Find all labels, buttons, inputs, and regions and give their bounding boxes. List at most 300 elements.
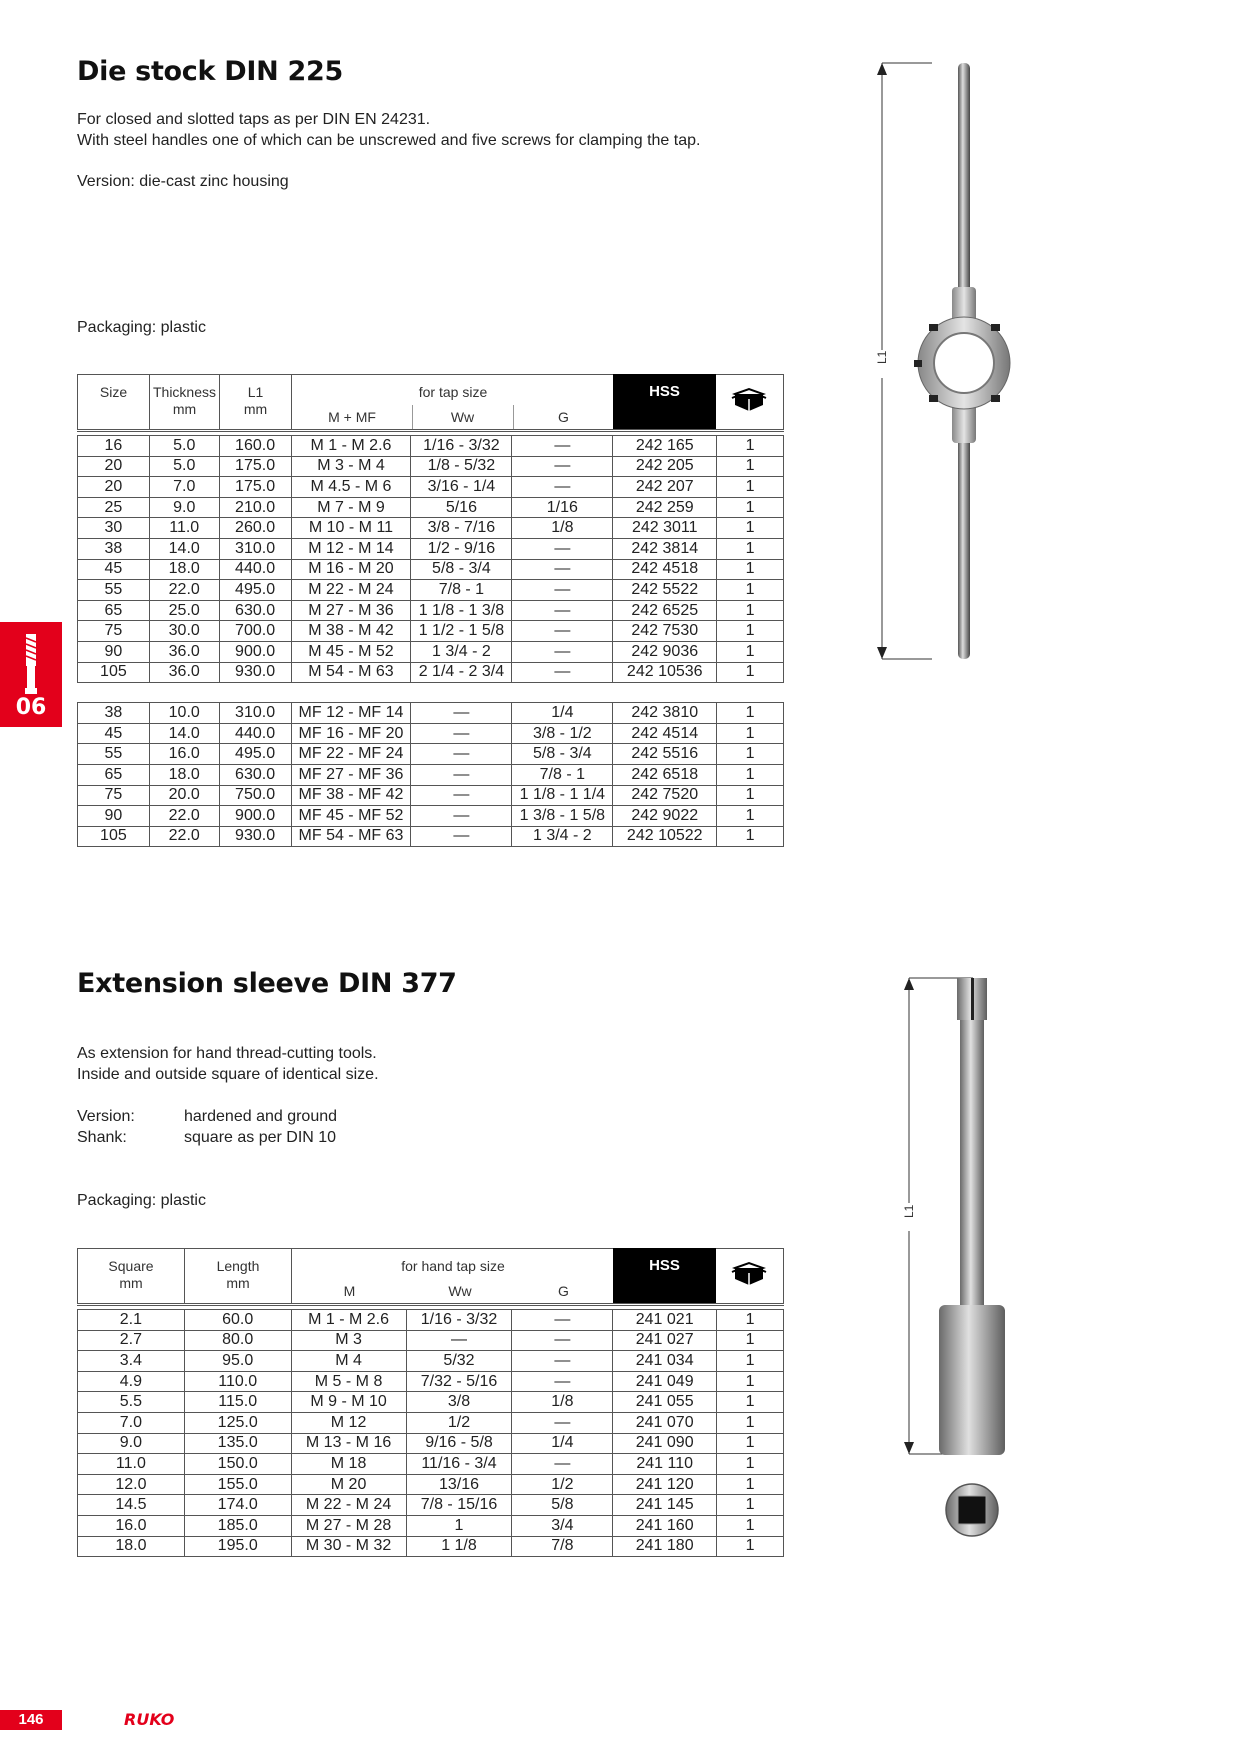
- table-cell: M 38 - M 42: [291, 621, 411, 642]
- table-cell: MF 54 - MF 63: [291, 826, 411, 847]
- table-cell: 1: [717, 1515, 784, 1536]
- table-cell: —: [512, 1330, 613, 1351]
- table-cell: 45: [78, 559, 150, 580]
- table-cell: —: [512, 1371, 613, 1392]
- table-cell: 20.0: [149, 785, 219, 806]
- table-cell: 36.0: [149, 662, 219, 683]
- table-cell: M 1 - M 2.6: [291, 1310, 406, 1331]
- table-cell: 1 1/8 - 1 3/8: [411, 600, 512, 621]
- table-row: [78, 764, 784, 785]
- table-cell: MF 16 - MF 20: [291, 723, 411, 744]
- table-cell: 185.0: [184, 1515, 291, 1536]
- table-cell: 241 021: [613, 1310, 717, 1331]
- table-cell: 55: [78, 744, 150, 765]
- die-stock-desc-1: For closed and slotted taps as per DIN EN 24231.: [77, 111, 431, 128]
- die-stock-packaging: Packaging: plastic: [77, 319, 206, 336]
- table-row: [78, 436, 784, 457]
- table-cell: 65: [78, 764, 150, 785]
- table-cell: 1: [717, 580, 784, 601]
- table-cell: 135.0: [184, 1433, 291, 1454]
- table-row: [78, 703, 784, 724]
- table-cell: —: [512, 538, 613, 559]
- table-cell: 241 090: [613, 1433, 717, 1454]
- m2-subheader-cell: [292, 1279, 407, 1304]
- die-stock-l1-label: L1: [875, 350, 889, 364]
- table-cell: 16: [78, 436, 150, 457]
- extension-shank-value: square as per DIN 10: [184, 1129, 337, 1146]
- table-cell: —: [512, 559, 613, 580]
- table-cell: 241 145: [613, 1495, 717, 1516]
- open-box-icon: [731, 385, 767, 415]
- table-cell: 241 180: [613, 1536, 717, 1557]
- table-cell: —: [411, 806, 512, 827]
- table-cell: M 5 - M 8: [291, 1371, 406, 1392]
- table-cell: —: [512, 600, 613, 621]
- table-cell: 242 5522: [613, 580, 717, 601]
- table-cell: 2.1: [78, 1310, 185, 1331]
- table-cell: 30.0: [149, 621, 219, 642]
- table-cell: 80.0: [184, 1330, 291, 1351]
- table-row: [78, 477, 784, 498]
- table-cell: 242 9036: [613, 641, 717, 662]
- table-cell: M 10 - M 11: [291, 518, 411, 539]
- col-tap-size-group: [292, 375, 614, 429]
- table-cell: 750.0: [219, 785, 291, 806]
- table-cell: 7/8 - 1: [411, 580, 512, 601]
- tap-tool-icon: [0, 626, 62, 696]
- table-cell: 242 207: [613, 477, 717, 498]
- extension-desc-1: As extension for hand thread-cutting tools.: [77, 1045, 377, 1062]
- table-cell: —: [512, 477, 613, 498]
- table-gap: [78, 683, 784, 703]
- table-cell: 1: [717, 497, 784, 518]
- size-header: Size: [99, 384, 128, 400]
- table-cell: 95.0: [184, 1351, 291, 1372]
- table-cell: 5/8 - 3/4: [411, 559, 512, 580]
- table-row: [78, 723, 784, 744]
- extension-version-label: Version:: [77, 1108, 135, 1125]
- table-cell: 18.0: [149, 764, 219, 785]
- table-cell: M 27 - M 36: [291, 600, 411, 621]
- die-stock-table: [77, 435, 784, 847]
- col-hand-tap-group: [292, 1249, 614, 1303]
- header-double-rule: [77, 429, 784, 432]
- table-cell: 900.0: [219, 806, 291, 827]
- table-cell: MF 38 - MF 42: [291, 785, 411, 806]
- table-cell: 1: [717, 1495, 784, 1516]
- table-cell: 7/8: [512, 1536, 613, 1557]
- table-cell: 7/8 - 1: [512, 764, 613, 785]
- table-row: [78, 662, 784, 683]
- table-row: [78, 538, 784, 559]
- table-cell: 20: [78, 456, 150, 477]
- table-cell: 242 4514: [613, 723, 717, 744]
- table-cell: 16.0: [149, 744, 219, 765]
- table-cell: 260.0: [219, 518, 291, 539]
- l1-unit: mm: [243, 401, 268, 417]
- table-cell: 36.0: [149, 641, 219, 662]
- table-cell: 900.0: [219, 641, 291, 662]
- table-cell: —: [512, 436, 613, 457]
- extension-packaging: Packaging: plastic: [77, 1192, 206, 1209]
- thickness-header: Thickness: [152, 384, 217, 400]
- table-cell: 20: [78, 477, 150, 498]
- table-row: [78, 1536, 784, 1557]
- table-cell: 1: [717, 1371, 784, 1392]
- ww2-subheader-cell: [407, 1279, 513, 1304]
- table-cell: M 45 - M 52: [291, 641, 411, 662]
- chapter-tab[interactable]: [0, 622, 62, 727]
- table-cell: 22.0: [149, 826, 219, 847]
- table-cell: 1/4: [512, 1433, 613, 1454]
- table-cell: 241 110: [613, 1454, 717, 1475]
- table-cell: 1: [717, 662, 784, 683]
- length-header: Length: [216, 1258, 260, 1274]
- table-cell: 7.0: [78, 1412, 185, 1433]
- table-cell: 90: [78, 806, 150, 827]
- table-cell: 1: [717, 1454, 784, 1475]
- hss-header: HSS: [613, 374, 716, 429]
- table-cell: —: [406, 1330, 512, 1351]
- table-cell: 1: [717, 436, 784, 457]
- table-cell: M 12 - M 14: [291, 538, 411, 559]
- table-cell: —: [512, 662, 613, 683]
- table-row: [78, 806, 784, 827]
- table-cell: 1: [717, 477, 784, 498]
- table-cell: 1: [717, 826, 784, 847]
- g-subheader-cell: [513, 405, 614, 430]
- table-cell: M 9 - M 10: [291, 1392, 406, 1413]
- table-cell: —: [512, 1351, 613, 1372]
- table-cell: 5/32: [406, 1351, 512, 1372]
- table-cell: M 20: [291, 1474, 406, 1495]
- table-cell: MF 12 - MF 14: [291, 703, 411, 724]
- table-row: [78, 785, 784, 806]
- table-cell: 3/4: [512, 1515, 613, 1536]
- table-cell: 495.0: [219, 744, 291, 765]
- table-cell: M 7 - M 9: [291, 497, 411, 518]
- square-header: Square: [108, 1258, 154, 1274]
- brand-logo: RUKO: [124, 1710, 175, 1729]
- table-cell: 105: [78, 662, 150, 683]
- table-cell: 75: [78, 621, 150, 642]
- table-row: [78, 1310, 784, 1331]
- table-cell: 241 120: [613, 1474, 717, 1495]
- table-cell: 5.5: [78, 1392, 185, 1413]
- table-cell: M 3 - M 4: [291, 456, 411, 477]
- table-cell: —: [411, 764, 512, 785]
- table-cell: M 1 - M 2.6: [291, 436, 411, 457]
- table-cell: 65: [78, 600, 150, 621]
- table-cell: 440.0: [219, 723, 291, 744]
- table-cell: 3/16 - 1/4: [411, 477, 512, 498]
- table-cell: 242 10536: [613, 662, 717, 683]
- hss-header-2: HSS: [613, 1248, 716, 1303]
- table-row: [78, 1371, 784, 1392]
- table-cell: 11.0: [149, 518, 219, 539]
- table-cell: M 22 - M 24: [291, 580, 411, 601]
- table-cell: —: [512, 621, 613, 642]
- m-subheader-cell: [292, 405, 413, 430]
- col-thickness: [150, 375, 220, 429]
- l1-header: L1: [247, 384, 264, 400]
- g2-subheader-cell: [513, 1279, 614, 1304]
- chapter-number: 06: [15, 695, 47, 720]
- table-cell: 1: [717, 1433, 784, 1454]
- table-cell: 22.0: [149, 580, 219, 601]
- table-row: [78, 1474, 784, 1495]
- hand-tap-header: for hand tap size: [401, 1258, 505, 1274]
- table-cell: 310.0: [219, 703, 291, 724]
- table-cell: 1: [717, 641, 784, 662]
- table-cell: 18.0: [78, 1536, 185, 1557]
- table-cell: 5.0: [149, 456, 219, 477]
- table-cell: 9/16 - 5/8: [406, 1433, 512, 1454]
- table-cell: 1: [717, 806, 784, 827]
- table-cell: 9.0: [149, 497, 219, 518]
- table-cell: 1/4: [512, 703, 613, 724]
- table-cell: 310.0: [219, 538, 291, 559]
- table-cell: 3/8 - 7/16: [411, 518, 512, 539]
- table-cell: 1: [406, 1515, 512, 1536]
- die-stock-desc-2: With steel handles one of which can be unscrewed and five screws for clamping the tap.: [77, 132, 701, 149]
- table-cell: M 4.5 - M 6: [291, 477, 411, 498]
- table-cell: 160.0: [219, 436, 291, 457]
- table-cell: 1: [717, 1536, 784, 1557]
- table-cell: 7/32 - 5/16: [406, 1371, 512, 1392]
- table-cell: 14.5: [78, 1495, 185, 1516]
- table-cell: M 30 - M 32: [291, 1536, 406, 1557]
- gap-cell: [78, 683, 784, 703]
- table-cell: 11.0: [78, 1454, 185, 1475]
- table-cell: 241 055: [613, 1392, 717, 1413]
- table-cell: 1 3/4 - 2: [411, 641, 512, 662]
- extension-shank-label: Shank:: [77, 1129, 127, 1146]
- table-cell: 1 1/8 - 1 1/4: [512, 785, 613, 806]
- table-cell: 1: [717, 518, 784, 539]
- table-cell: 11/16 - 3/4: [406, 1454, 512, 1475]
- table-cell: 12.0: [78, 1474, 185, 1495]
- table-cell: 242 6525: [613, 600, 717, 621]
- table-cell: 1: [717, 1392, 784, 1413]
- table-cell: M 16 - M 20: [291, 559, 411, 580]
- table-cell: M 54 - M 63: [291, 662, 411, 683]
- table-cell: M 13 - M 16: [291, 1433, 406, 1454]
- table-cell: 110.0: [184, 1371, 291, 1392]
- table-cell: 1: [717, 456, 784, 477]
- table-cell: 90: [78, 641, 150, 662]
- table-cell: 2 1/4 - 2 3/4: [411, 662, 512, 683]
- table-cell: 242 9022: [613, 806, 717, 827]
- table-cell: 1: [717, 744, 784, 765]
- table-cell: —: [411, 785, 512, 806]
- table-cell: 242 3814: [613, 538, 717, 559]
- table-cell: MF 45 - MF 52: [291, 806, 411, 827]
- table-cell: 242 6518: [613, 764, 717, 785]
- table-cell: 930.0: [219, 662, 291, 683]
- table-cell: 30: [78, 518, 150, 539]
- table-cell: 7/8 - 15/16: [406, 1495, 512, 1516]
- table-cell: 5/8 - 3/4: [512, 744, 613, 765]
- table-cell: 242 5516: [613, 744, 717, 765]
- table-cell: 16.0: [78, 1515, 185, 1536]
- table-row: [78, 497, 784, 518]
- table-cell: 242 259: [613, 497, 717, 518]
- table-row: [78, 621, 784, 642]
- table-cell: 4.9: [78, 1371, 185, 1392]
- thickness-unit: mm: [172, 401, 197, 417]
- g2-subheader: G: [558, 1283, 569, 1299]
- m2-subheader: M: [343, 1283, 356, 1299]
- table-cell: M 18: [291, 1454, 406, 1475]
- table-row: [78, 1412, 784, 1433]
- table-cell: 175.0: [219, 456, 291, 477]
- table-cell: 1: [717, 621, 784, 642]
- table-cell: MF 22 - MF 24: [291, 744, 411, 765]
- table-cell: 45: [78, 723, 150, 744]
- table-cell: 242 205: [613, 456, 717, 477]
- table-cell: 1: [717, 1412, 784, 1433]
- table-cell: —: [512, 1310, 613, 1331]
- table-cell: 1: [717, 764, 784, 785]
- open-box-icon: [731, 1259, 767, 1289]
- table-cell: —: [512, 580, 613, 601]
- table-cell: 242 7520: [613, 785, 717, 806]
- tap-size-header: for tap size: [418, 384, 488, 400]
- table-cell: 1/8: [512, 518, 613, 539]
- table-cell: 1: [717, 1310, 784, 1331]
- col-size: [78, 375, 150, 429]
- table-row: [78, 1433, 784, 1454]
- table-cell: 5.0: [149, 436, 219, 457]
- table-cell: 105: [78, 826, 150, 847]
- table-cell: 1: [717, 559, 784, 580]
- table-cell: 242 4518: [613, 559, 717, 580]
- table-cell: 242 3011: [613, 518, 717, 539]
- col-square: [78, 1249, 185, 1303]
- table-cell: 440.0: [219, 559, 291, 580]
- table-row: [78, 1495, 784, 1516]
- extension-table: [77, 1309, 784, 1557]
- table-cell: —: [411, 826, 512, 847]
- page-number: 146: [0, 1710, 62, 1730]
- table-row: [78, 641, 784, 662]
- table-cell: 10.0: [149, 703, 219, 724]
- table-cell: 5/8: [512, 1495, 613, 1516]
- table-cell: 5/16: [411, 497, 512, 518]
- table-cell: 1: [717, 1474, 784, 1495]
- table-cell: 1/16: [512, 497, 613, 518]
- table-cell: 241 027: [613, 1330, 717, 1351]
- table-cell: 1: [717, 785, 784, 806]
- table-cell: 1 1/2 - 1 5/8: [411, 621, 512, 642]
- table-cell: 13/16: [406, 1474, 512, 1495]
- table-cell: 25.0: [149, 600, 219, 621]
- table-cell: 7.0: [149, 477, 219, 498]
- table-cell: 241 034: [613, 1351, 717, 1372]
- table-cell: 1/16 - 3/32: [406, 1310, 512, 1331]
- table-cell: 60.0: [184, 1310, 291, 1331]
- table-cell: 1/2: [406, 1412, 512, 1433]
- table-cell: M 27 - M 28: [291, 1515, 406, 1536]
- table-cell: —: [512, 1412, 613, 1433]
- table-cell: 38: [78, 538, 150, 559]
- length-unit: mm: [226, 1275, 250, 1291]
- square-unit: mm: [119, 1275, 143, 1291]
- table-cell: —: [512, 1454, 613, 1475]
- die-stock-title: Die stock DIN 225: [77, 56, 343, 87]
- table-cell: 174.0: [184, 1495, 291, 1516]
- table-cell: MF 27 - MF 36: [291, 764, 411, 785]
- header-double-rule-2: [77, 1303, 784, 1306]
- table-cell: 115.0: [184, 1392, 291, 1413]
- table-cell: 1 3/8 - 1 5/8: [512, 806, 613, 827]
- table-cell: 175.0: [219, 477, 291, 498]
- die-stock-version: Version: die-cast zinc housing: [77, 173, 289, 190]
- table-cell: 195.0: [184, 1536, 291, 1557]
- table-cell: 1/8: [512, 1392, 613, 1413]
- table-row: [78, 456, 784, 477]
- table-cell: 55: [78, 580, 150, 601]
- table-cell: 22.0: [149, 806, 219, 827]
- table-cell: M 22 - M 24: [291, 1495, 406, 1516]
- table-cell: 1 3/4 - 2: [512, 826, 613, 847]
- table-row: [78, 1351, 784, 1372]
- table-row: [78, 600, 784, 621]
- table-cell: 18.0: [149, 559, 219, 580]
- col-l1: [220, 375, 292, 429]
- table-row: [78, 1330, 784, 1351]
- table-cell: 14.0: [149, 723, 219, 744]
- table-cell: 38: [78, 703, 150, 724]
- ww2-subheader: Ww: [448, 1283, 472, 1299]
- table-cell: 930.0: [219, 826, 291, 847]
- table-cell: 242 165: [613, 436, 717, 457]
- extension-sleeve-drawing: [895, 975, 1035, 1555]
- table-row: [78, 826, 784, 847]
- table-cell: —: [411, 703, 512, 724]
- table-cell: —: [411, 744, 512, 765]
- table-cell: 700.0: [219, 621, 291, 642]
- table-cell: 155.0: [184, 1474, 291, 1495]
- table-cell: 1/2: [512, 1474, 613, 1495]
- ww-subheader: Ww: [450, 409, 475, 425]
- ww-subheader-cell: [412, 405, 514, 430]
- col-length: [185, 1249, 292, 1303]
- table-cell: —: [512, 456, 613, 477]
- table-row: [78, 559, 784, 580]
- table-cell: 630.0: [219, 600, 291, 621]
- table-cell: 1/16 - 3/32: [411, 436, 512, 457]
- table-cell: 1: [717, 1330, 784, 1351]
- extension-title: Extension sleeve DIN 377: [77, 968, 457, 999]
- table-cell: —: [411, 723, 512, 744]
- extension-desc-2: Inside and outside square of identical size.: [77, 1066, 379, 1083]
- table-row: [78, 518, 784, 539]
- table-row: [78, 1392, 784, 1413]
- table-cell: 25: [78, 497, 150, 518]
- table-cell: 1/8 - 5/32: [411, 456, 512, 477]
- table-cell: 1 1/8: [406, 1536, 512, 1557]
- table-cell: 3/8 - 1/2: [512, 723, 613, 744]
- extension-l1-label: L1: [902, 1204, 916, 1218]
- extension-version-value: hardened and ground: [184, 1108, 338, 1125]
- table-cell: 1: [717, 723, 784, 744]
- table-cell: 495.0: [219, 580, 291, 601]
- table-cell: 242 10522: [613, 826, 717, 847]
- die-stock-drawing: [870, 55, 1030, 670]
- table-row: [78, 1515, 784, 1536]
